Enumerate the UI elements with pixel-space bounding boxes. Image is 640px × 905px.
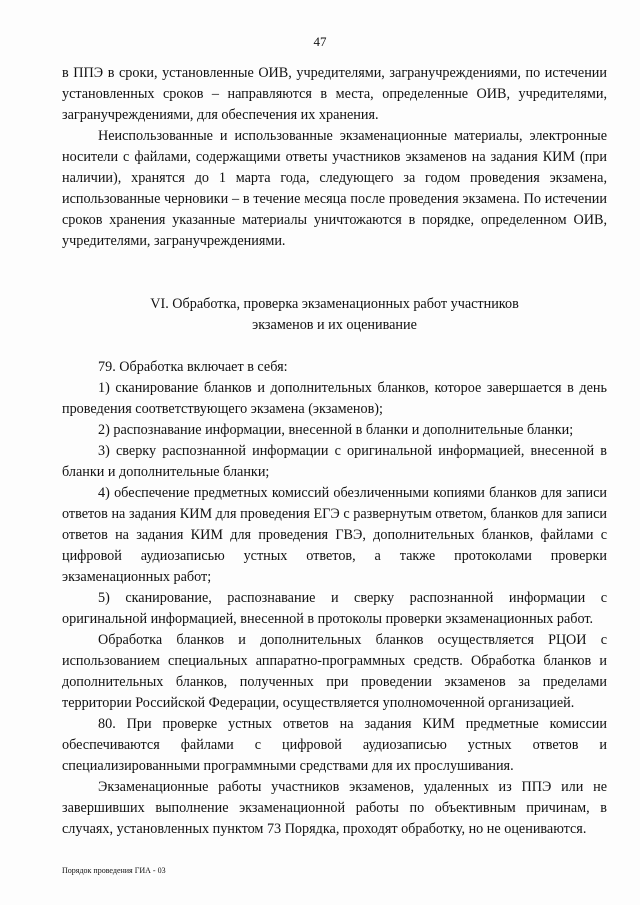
list-item: 3) сверку распознанной информации с оригинальной информацией, внесенной в бланки и дополнительные бланки; [62,443,607,480]
list-item: 4) обеспечение предметных комиссий обезличенными копиями бланков для записи ответов на задания КИМ для проведения ЕГЭ с развернутым ответом, бланков для записи ответов на задания КИМ для проведения ГВЭ, дополнительных бланков, файлами с цифровой аудиозаписью устных ответов, а также протоколами проверки экзаменационных работ; [62,485,607,585]
list-item: 5) сканирование, распознавание и сверку распознанной информации с оригинальной информацией, внесенной в протоколы проверки экзаменационных работ. [62,590,607,627]
paragraph: 79. Обработка включает в себя: [98,359,288,375]
section-heading-line: экзаменов и их оценивание [252,317,417,333]
document-body [62,63,607,840]
paragraph: 80. При проверке устных ответов на задания КИМ предметные комиссии обеспечиваются файлами с цифровой аудиозаписью устных ответов и специализированными программными средствами для их прослушивания. [62,716,607,774]
page-footer: Порядок проведения ГИА - 03 [62,866,166,875]
section-heading [62,294,607,336]
page-number: 47 [313,34,327,49]
paragraph: Обработка бланков и дополнительных бланков осуществляется РЦОИ с использованием специальных аппаратно-программных средств. Обработка бланков и дополнительных бланков, полученных при проведении экзаменов за пределами территории Российской Федерации, осуществляется уполномоченной организацией. [62,632,607,711]
paragraph: в ППЭ в сроки, установленные ОИВ, учредителями, загранучреждениями, по истечении установленных сроков – направляются в места, определенные ОИВ, учредителями, загранучреждениями, для обеспечения их хранения. [62,65,607,123]
paragraph: Экзаменационные работы участников экзаменов, удаленных из ППЭ или не завершивших выполнение экзаменационной работы по объективным причинам, в случаях, установленных пунктом 73 Порядка, проходят обработку, но не оцениваются. [62,779,607,837]
section-heading-line: VI. Обработка, проверка экзаменационных работ участников [150,296,519,312]
paragraph: Неиспользованные и использованные экзаменационные материалы, электронные носители с файлами, содержащими ответы участников экзаменов на задания КИМ (при наличии), хранятся до 1 марта года, следующего за годом проведения экзамена, использованные черновики – в течение месяца после проведения экзамена. По истечении сроков хранения указанные материалы уничтожаются в порядке, определенном ОИВ, учредителями, загранучреждениями. [62,128,607,249]
list-item: 2) распознавание информации, внесенной в бланки и дополнительные бланки; [98,422,574,438]
list-item: 1) сканирование бланков и дополнительных бланков, которое завершается в день проведения соответствующего экзамена (экзаменов); [62,380,607,417]
